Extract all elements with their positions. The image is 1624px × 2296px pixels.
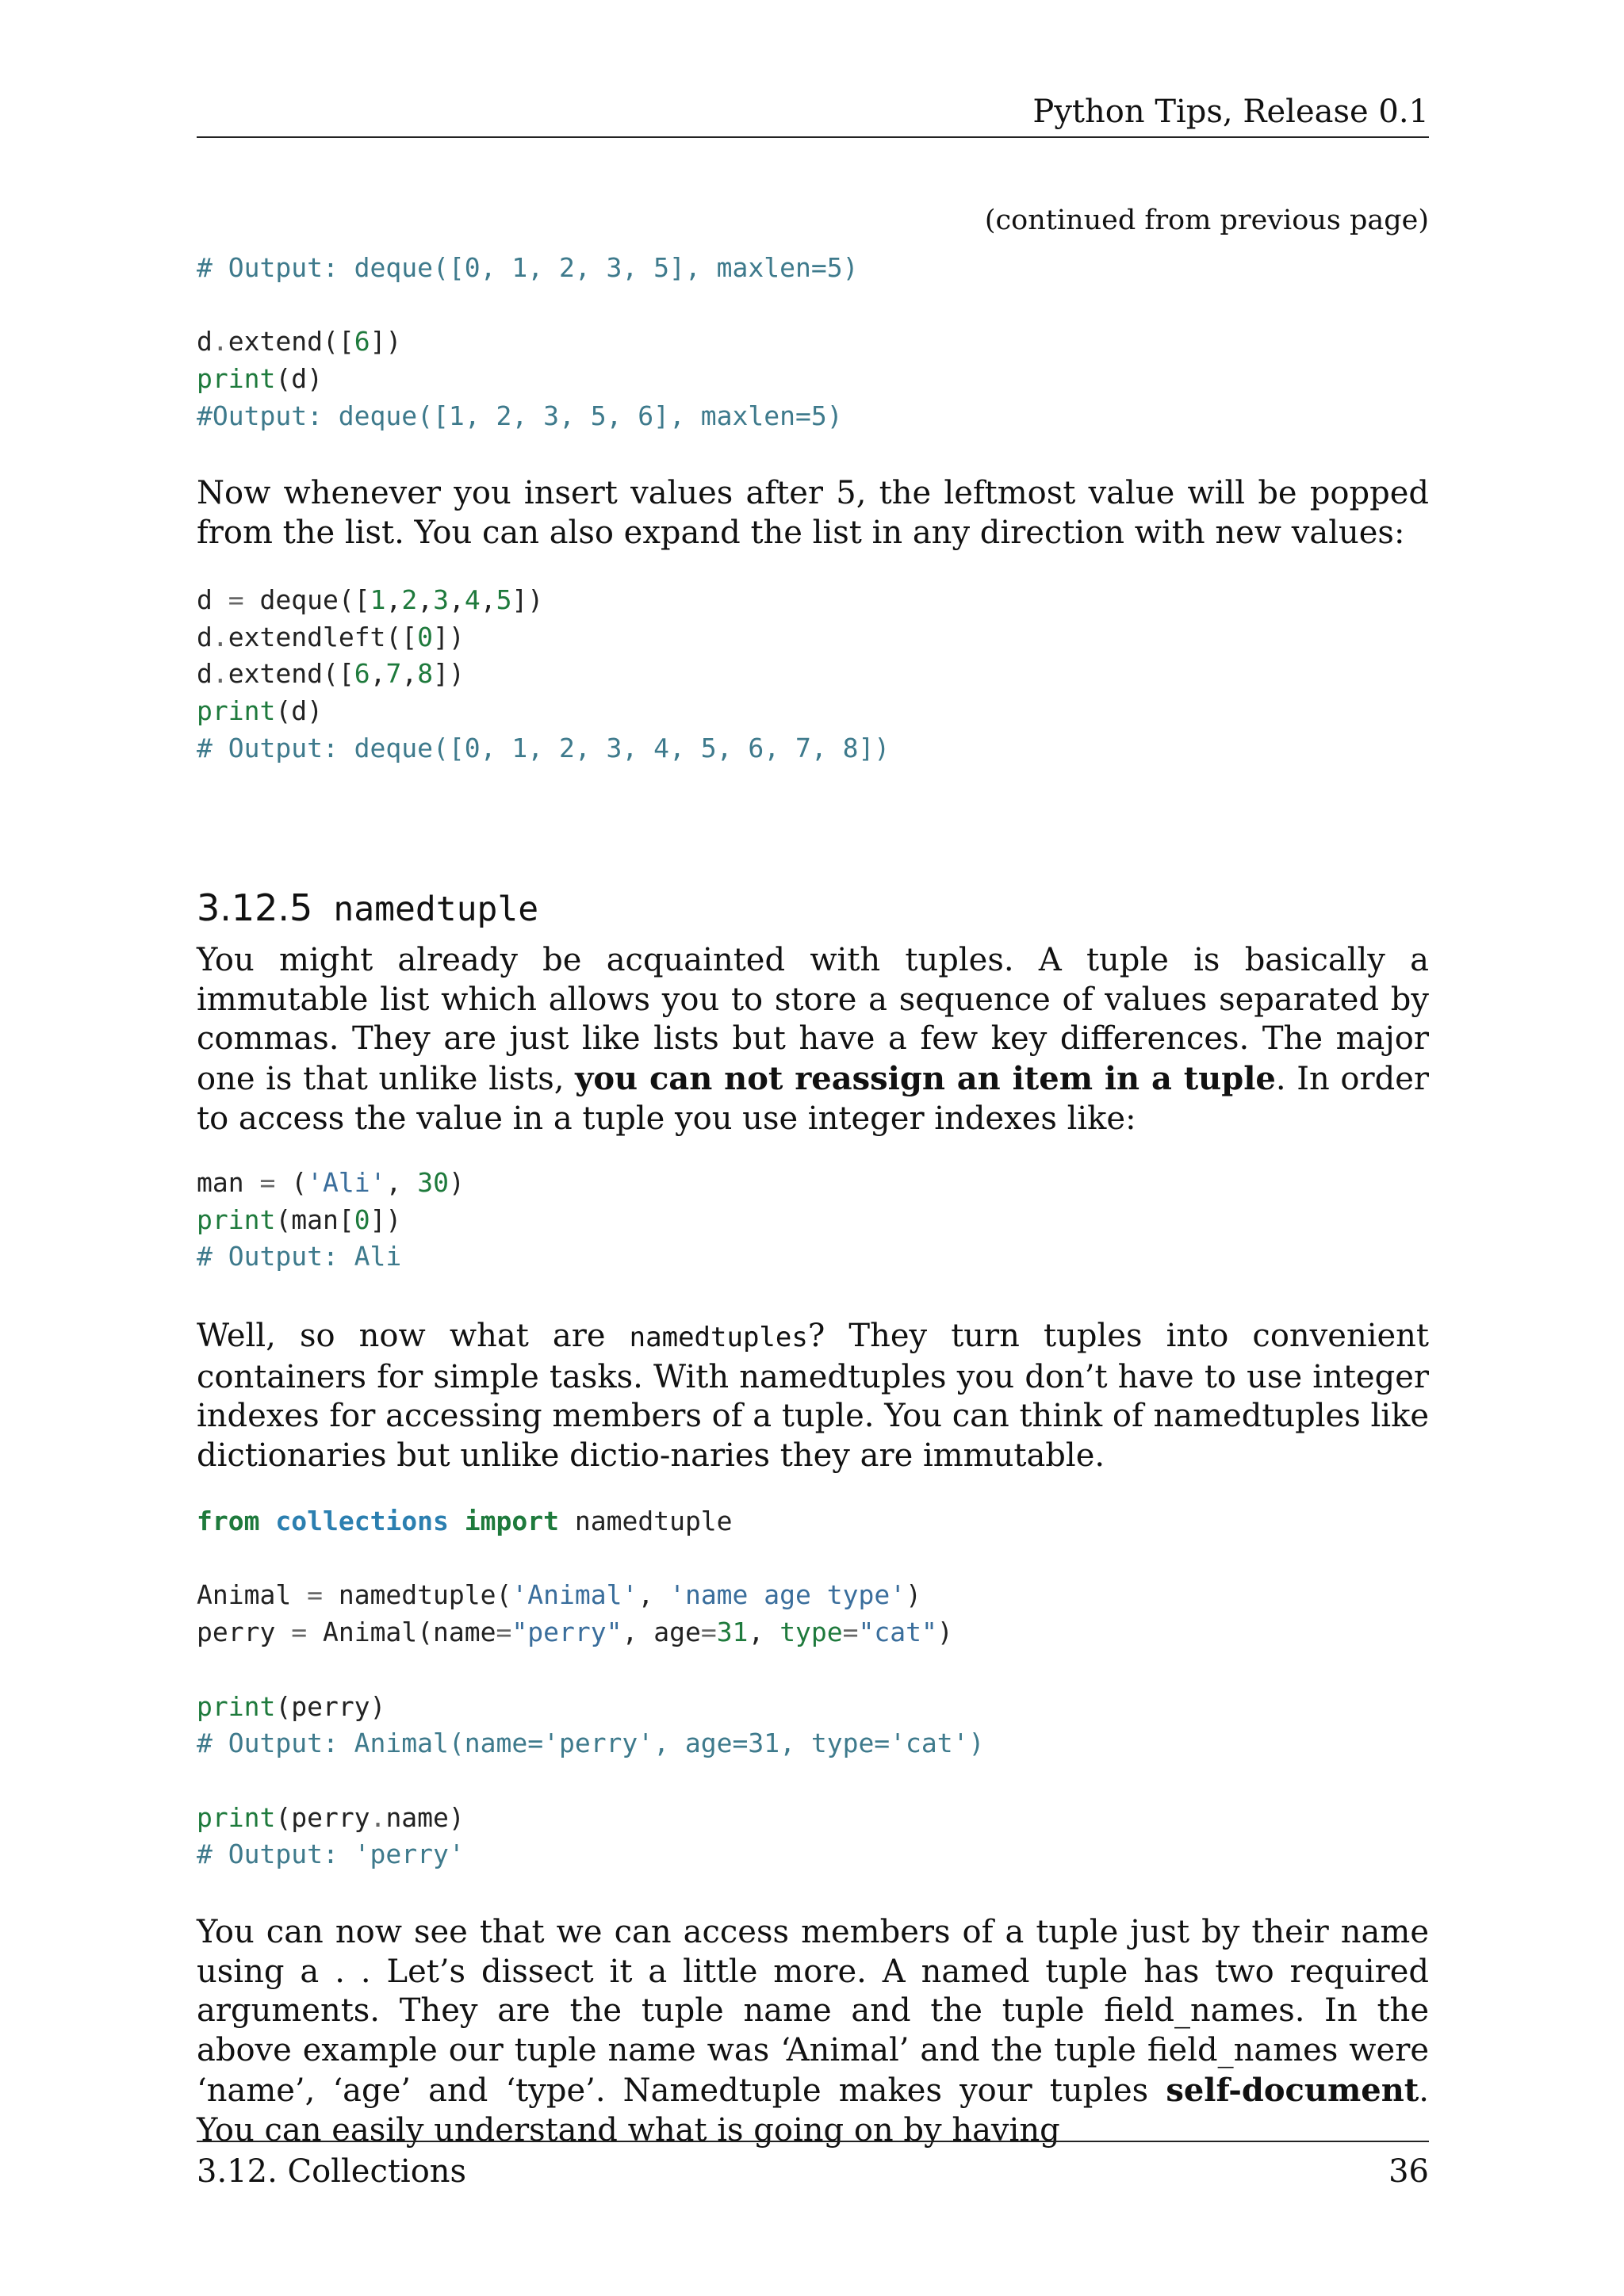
code-number: 7 [385,658,402,690]
code-token: = [700,1617,717,1648]
code-number: 30 [417,1167,449,1198]
text-run: You can now see that we can access members of a tuple just by their name using a . . Let’s dissect it a little more. A named tuple has two required arguments. They are the tuple name and the tuple field_names. In the above example our tuple name was ‘Animal’ and the tuple field_names were ‘name’, ‘age’ and ‘type’. Namedtuple makes your tuples [197,1914,1429,2109]
code-token: ]) [433,621,465,652]
code-number: 0 [354,1203,370,1235]
code-builtin: print [197,363,276,395]
code-token: perry [197,1617,292,1648]
code-token: namedtuple( [322,1579,512,1611]
code-builtin: print [197,1801,276,1833]
code-builtin: type [779,1617,843,1648]
code-number: 6 [354,326,370,358]
paragraph-namedtuple-dissect [197,1913,1429,2150]
code-comment: # Output: 'perry' [197,1839,465,1870]
code-token: extendleft([ [228,621,418,652]
code-builtin: print [197,1203,276,1235]
code-token: namedtuple [559,1506,733,1536]
code-string: "cat" [858,1617,937,1648]
text-run: You might already be acquainted with tuples. A tuple is basically a immutable list which allows you to store a sequence of values separated by commas. They are just like lists but have a few key differences. The major one is that unlike lists, [197,942,1429,1098]
code-token: d [197,658,213,690]
code-token: extend([ [228,658,354,690]
code-token: = [842,1617,859,1648]
section-name: namedtuple [333,890,539,930]
paragraph-tuples-intro [197,941,1429,1139]
code-string: 'name age type' [669,1579,906,1611]
text-run: . In order to access the value in a tuple you use integer indexes like: [197,1061,1430,1137]
code-comment: # Output: Ali [197,1241,402,1272]
code-token: man [197,1167,260,1198]
code-token: . [212,621,228,652]
code-token: . [212,658,228,690]
code-token: , [401,658,418,690]
code-number: 5 [496,584,512,615]
code-token: d [197,621,213,652]
code-token: d [197,584,228,615]
code-token: , [748,1617,780,1648]
code-number: 3 [433,584,449,615]
code-string: 'Animal' [511,1579,638,1611]
code-token: ( [275,1167,308,1198]
code-number: 1 [370,584,386,615]
page-footer [197,2141,1429,2206]
code-token: Animal(name [307,1617,496,1648]
code-token: ) [936,1617,953,1648]
footer-section: 3.12. Collections [197,2153,467,2190]
code-token: d [197,326,213,358]
code-token: , [638,1579,670,1611]
code-token: = [307,1579,323,1611]
code-token: , [370,658,386,690]
code-token: ]) [370,1203,402,1235]
text-run: ? They turn tuples into convenient containers for simple tasks. With namedtuples you don’t have to use integer indexes for accessing members of a tuple. You can think of namedtuples like dictionaries but unlike dictio-naries they are immutable. [197,1318,1429,1475]
continued-note: (continued from previous page) [984,205,1429,236]
code-token: deque([ [243,584,370,615]
code-token: = [291,1617,308,1648]
code-builtin: print [197,695,276,727]
bold-text: self-document [1166,2071,1419,2109]
code-token: Animal [197,1579,308,1611]
paragraph-deque-expand: Now whenever you insert values after 5, the leftmost value will be popped from the list. You can also expand the list in any direction with new values: [197,475,1429,551]
section-number: 3.12.5 [197,886,313,930]
code-token: , age [622,1617,701,1648]
code-number: 2 [401,584,418,615]
code-block-tuple-index [197,1165,465,1276]
code-token: ]) [370,326,402,358]
code-token: ]) [433,658,465,690]
code-comment: # Output: Animal(name='perry', age=31, type='cat') [197,1728,985,1759]
inline-code: namedtuples [629,1322,808,1353]
code-number: 4 [464,584,481,615]
code-string: 'Ali' [307,1167,386,1198]
code-number: 0 [417,621,434,652]
code-block-namedtuple-example [197,1503,984,1873]
code-number: 6 [354,658,370,690]
code-number: 8 [417,658,434,690]
code-token: , [448,584,465,615]
code-builtin: print [197,1690,276,1722]
code-string: "perry" [511,1617,622,1648]
code-block-deque-extend [197,250,858,435]
code-token: (perry [275,1801,370,1833]
code-block-deque-extendleft [197,582,890,767]
paragraph-namedtuples-explain [197,1317,1429,1476]
section-heading [197,886,538,929]
code-token: (d) [275,695,323,727]
code-token: , [385,584,402,615]
code-token: . [370,1801,386,1833]
code-token: = [259,1167,276,1198]
code-token: name) [385,1801,465,1833]
code-comment: # Output: deque([0, 1, 2, 3, 5], maxlen=5) [197,252,859,283]
text-run: Well, so now what are [197,1318,630,1354]
code-token: , [417,584,434,615]
code-token: (perry) [275,1690,386,1722]
code-number: 31 [716,1617,749,1648]
text-run: . You can easily understand what is going on by having [197,2072,1429,2149]
code-token: ]) [511,584,544,615]
code-token: (d) [275,363,323,395]
code-module: collections [275,1506,449,1536]
code-token: ) [906,1579,921,1611]
code-keyword: from [197,1506,260,1536]
code-keyword: import [464,1506,559,1536]
code-token: ) [448,1167,465,1198]
header-title: Python Tips, Release 0.1 [1032,94,1429,130]
code-comment: # Output: deque([0, 1, 2, 3, 4, 5, 6, 7, 8]) [197,732,891,763]
page-number: 36 [1388,2153,1429,2190]
code-comment: #Output: deque([1, 2, 3, 5, 6], maxlen=5) [197,400,843,431]
code-token: . [212,326,228,358]
code-token: = [496,1617,512,1648]
code-token: = [228,584,244,615]
code-token: extend([ [228,326,354,358]
page-header [197,89,1429,138]
code-token: , [480,584,496,615]
code-token: (man[ [275,1203,354,1235]
code-token: , [385,1167,418,1198]
bold-text: you can not reassign an item in a tuple [575,1060,1276,1098]
